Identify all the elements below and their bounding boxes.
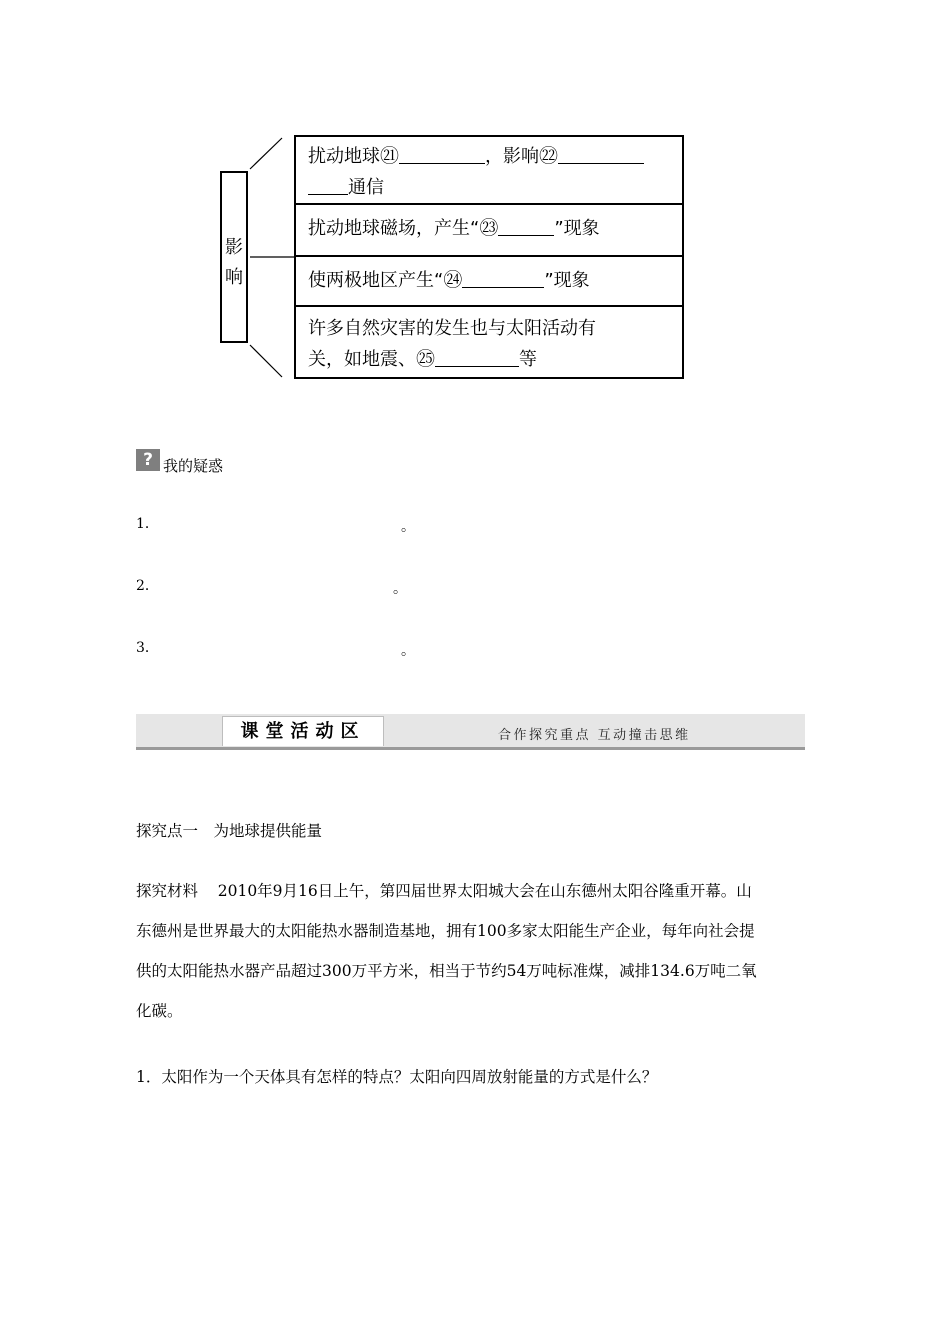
doubt-item-2-number: 2． — [136, 578, 159, 594]
label-char-2: 响 — [225, 267, 243, 288]
row1-after: 通信 — [348, 177, 384, 198]
doubt-item-3-number: 3． — [136, 640, 159, 656]
row1-num-21: ㉑ — [380, 145, 400, 167]
blank-22b[interactable] — [308, 174, 348, 195]
doubt-item-3-end: 。 — [401, 643, 415, 659]
diagram-row-2 — [296, 205, 682, 255]
row2-after: ”现象 — [554, 218, 600, 239]
material-label: 探究材料 — [136, 882, 199, 900]
diagram-label-box — [220, 171, 248, 343]
material-line-3: 供的太阳能热水器产品超过300万平方米，相当于节约54万吨标准煤，减排134.6万吨二氧 — [136, 962, 757, 980]
blank-23[interactable] — [498, 215, 554, 236]
material-paragraph — [136, 871, 826, 1031]
banner-title: 课堂活动区 — [222, 716, 384, 746]
doubts-title: 我的疑惑 — [163, 457, 224, 475]
row4-text: 关，如地震、 — [308, 349, 416, 370]
diagram-connector-lines — [246, 135, 296, 380]
row1-text: 扰动地球 — [308, 146, 380, 167]
material-line-2: 东德州是世界最大的太阳能热水器制造基地，拥有100多家太阳能生产企业，每年向社会提 — [136, 922, 755, 940]
row4-line1: 许多自然灾害的发生也与太阳活动有 — [308, 318, 596, 339]
blank-24[interactable] — [462, 267, 544, 288]
row3-text: 使两极地区产生“ — [308, 270, 444, 291]
diagram-row-4 — [296, 307, 682, 379]
diagram-table — [294, 135, 684, 379]
material-line-4: 化碳。 — [136, 1002, 183, 1020]
section-heading: 探究点一 为地球提供能量 — [136, 822, 323, 840]
doubt-item-2-end: 。 — [393, 581, 407, 597]
material-line-1 — [136, 871, 826, 911]
diagram-row-3 — [296, 257, 682, 305]
row4-after: 等 — [519, 349, 538, 370]
label-char-1: 影 — [225, 237, 243, 258]
diagram-row-1 — [296, 137, 682, 203]
blank-22a[interactable] — [558, 143, 644, 164]
blank-25[interactable] — [435, 346, 519, 367]
row2-num-23: ㉓ — [479, 217, 499, 239]
row4-num-25: ㉕ — [416, 348, 436, 370]
doubt-item-1-end: 。 — [401, 519, 415, 535]
blank-21[interactable] — [399, 143, 485, 164]
material-line-1-text: 2010年9月16日上午，第四届世界太阳城大会在山东德州太阳谷隆重开幕。山 — [217, 882, 752, 900]
row3-after: ”现象 — [544, 270, 590, 291]
row1-mid: ，影响 — [485, 146, 540, 167]
row2-text: 扰动地球磁场，产生“ — [308, 218, 480, 239]
doubt-item-1-number: 1． — [136, 516, 159, 532]
row1-num-22: ㉒ — [539, 145, 559, 167]
question-1: 1．太阳作为一个天体具有怎样的特点？太阳向四周放射能量的方式是什么？ — [136, 1068, 658, 1086]
question-mark-icon: ? — [136, 449, 160, 471]
row3-num-24: ㉔ — [443, 269, 463, 291]
banner-subtitle: 合作探究重点 互动撞击思维 — [498, 728, 691, 743]
